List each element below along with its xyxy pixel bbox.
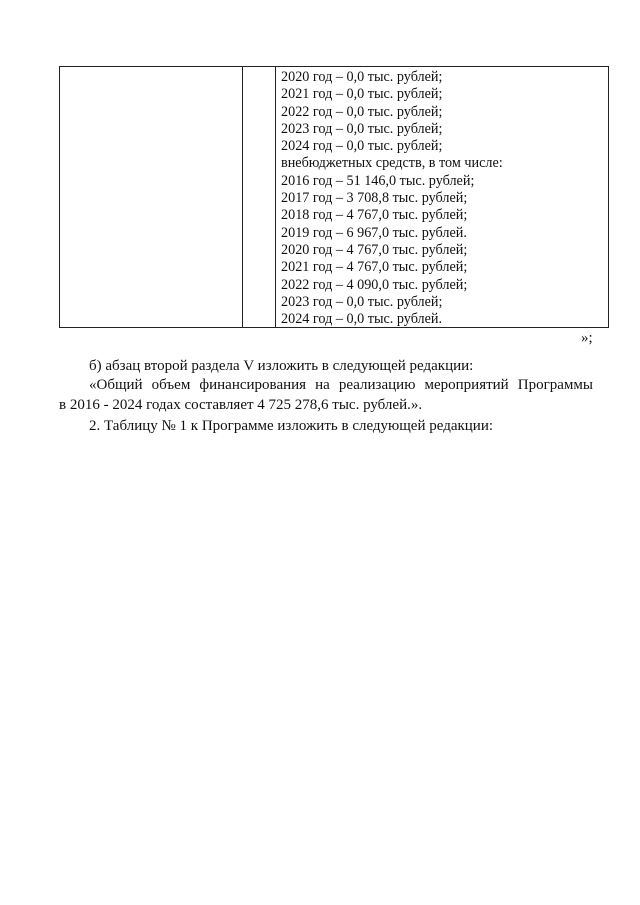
funding-line: 2016 год – 51 146,0 тыс. рублей; <box>281 172 475 189</box>
paragraph-quote <box>59 375 593 415</box>
paragraph-text: 2. Таблицу № 1 к Программе изложить в следующей редакции: <box>89 418 494 434</box>
financing-table <box>59 66 609 328</box>
closing-quote: »; <box>581 330 593 346</box>
funding-line: 2022 год – 0,0 тыс. рублей; <box>281 103 443 120</box>
funding-line: 2020 год – 4 767,0 тыс. рублей; <box>281 241 468 258</box>
paragraph-text: в 2016 - 2024 годах составляет 4 725 278,6 тыс. рублей.». <box>59 397 423 413</box>
funding-line: 2024 год – 0,0 тыс. рублей; <box>281 138 443 155</box>
funding-line: 2023 год – 0,0 тыс. рублей; <box>281 120 443 137</box>
column-divider <box>242 67 243 327</box>
funding-line: 2022 год – 4 090,0 тыс. рублей; <box>281 276 468 293</box>
funding-line: 2021 год – 4 767,0 тыс. рублей; <box>281 259 468 276</box>
paragraph-text: «Общий объем финансирования на реализацию мероприятий Программы <box>89 377 593 393</box>
funding-line: 2023 год – 0,0 тыс. рублей; <box>281 293 443 310</box>
funding-line: 2020 год – 0,0 тыс. рублей; <box>281 69 443 85</box>
funding-line: 2017 год – 3 708,8 тыс. рублей; <box>281 190 468 207</box>
column-divider <box>275 67 276 327</box>
funding-line: 2021 год – 0,0 тыс. рублей; <box>281 86 443 103</box>
funding-line: 2018 год – 4 767,0 тыс. рублей; <box>281 207 468 224</box>
funding-cell <box>281 69 604 328</box>
paragraph-text: б) абзац второй раздела V изложить в следующей редакции: <box>89 358 474 374</box>
paragraph-item-b <box>59 356 593 376</box>
funding-line: 2024 год – 0,0 тыс. рублей. <box>281 311 443 328</box>
funding-line: внебюджетных средств, в том числе: <box>281 155 503 172</box>
paragraph-item-2 <box>59 416 593 436</box>
funding-line: 2019 год – 6 967,0 тыс. рублей. <box>281 224 467 241</box>
